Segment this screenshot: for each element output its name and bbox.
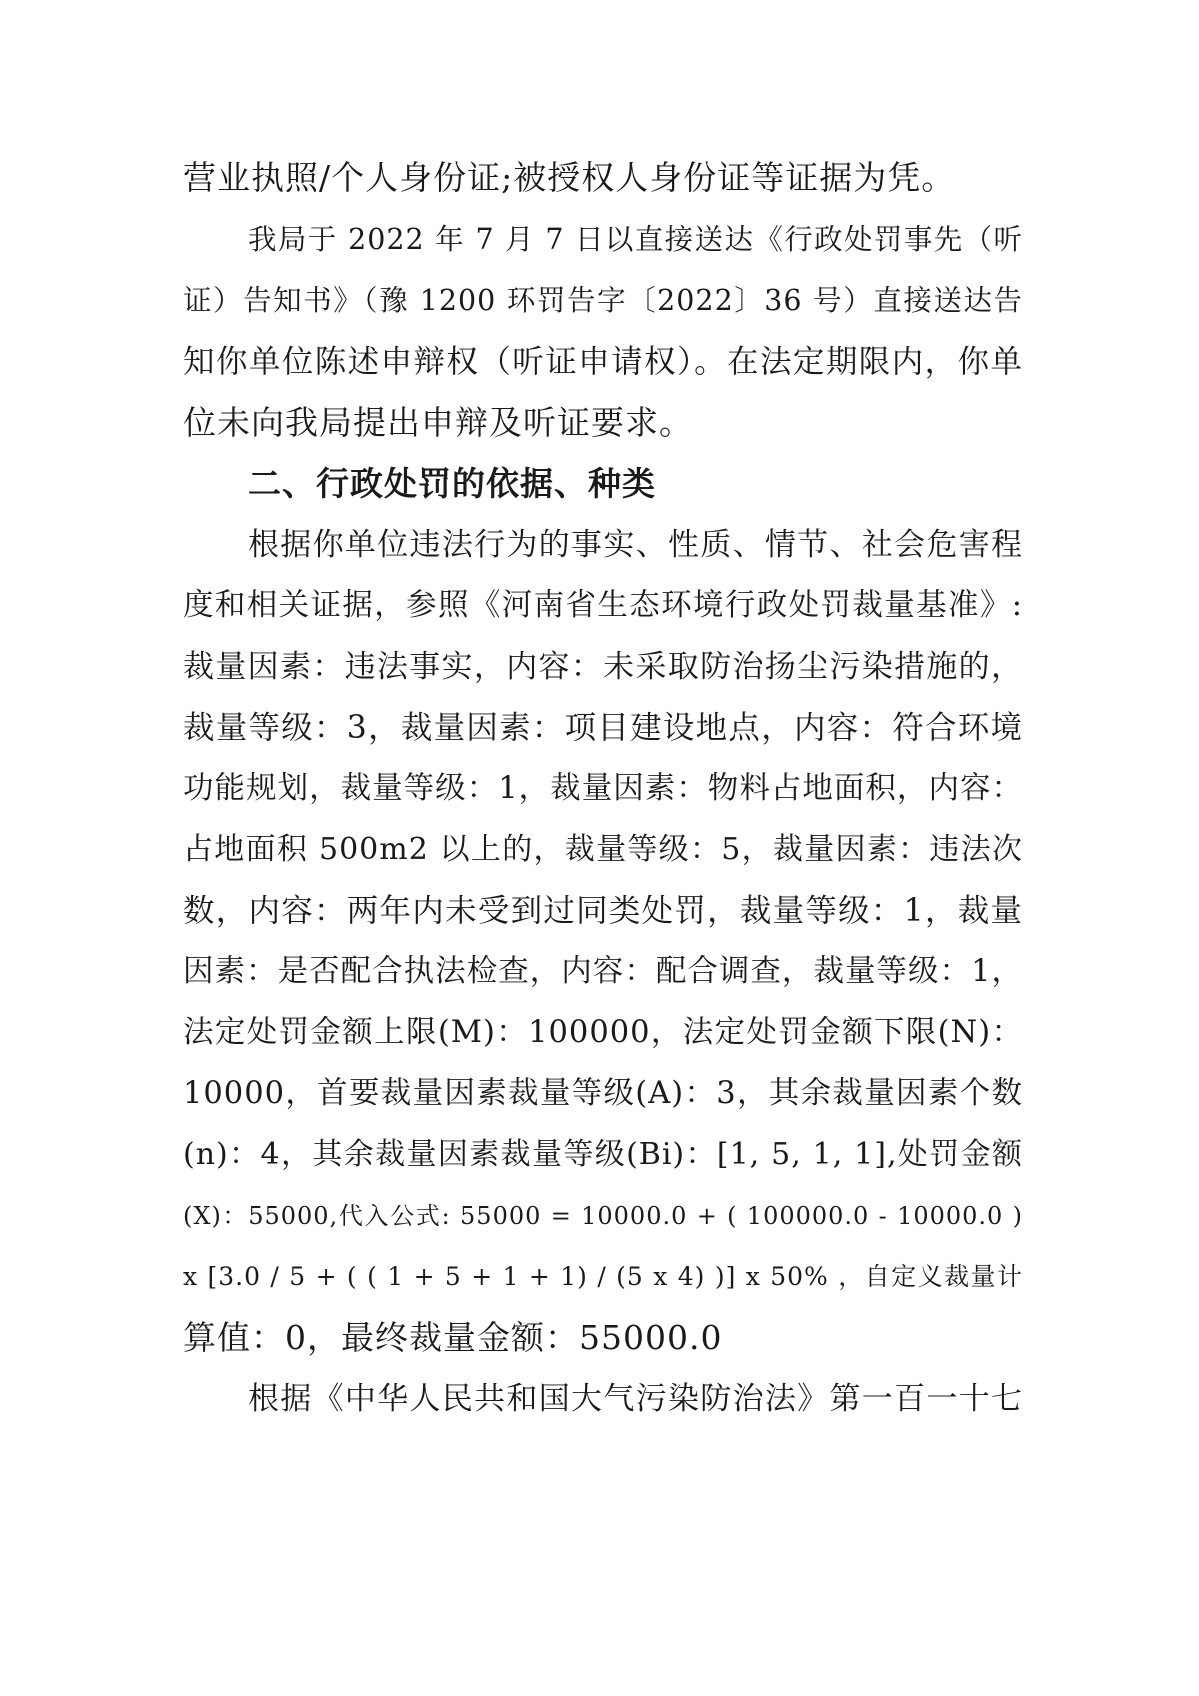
text-line: 数，内容：两年内未受到过同类处罚，裁量等级：1，裁量	[183, 893, 1023, 929]
text-line: (n)：4，其余裁量因素裁量等级(Bi)：[1, 5, 1, 1],处罚金额	[183, 1137, 1023, 1172]
text-line: 根据你单位违法行为的事实、性质、情节、社会危害程	[248, 527, 1023, 563]
text-line: (X)：55000,代入公式: 55000 = 10000.0 + ( 100000.0 - 10000.0 )	[183, 1202, 1023, 1230]
text-line: 法定处罚金额上限(M)：100000，法定处罚金额下限(N)：	[183, 1015, 1023, 1050]
text-line: 我局于 2022 年 7 月 7 日以直接送达《行政处罚事先（听	[248, 223, 1023, 256]
text-line: 营业执照/个人身份证;被授权人身份证等证据为凭。	[183, 158, 956, 197]
text-line: 10000，首要裁量因素裁量等级(A)：3，其余裁量因素个数	[183, 1076, 1023, 1111]
text-line: 证）告知书》（豫 1200 环罚告字〔2022〕36 号）直接送达告	[183, 284, 1023, 317]
text-line: 度和相关证据，参照《河南省生态环境行政处罚裁量基准》:	[183, 588, 1023, 623]
text-line: 裁量等级：3，裁量因素：项目建设地点，内容：符合环境	[183, 710, 1023, 746]
text-line: 根据《中华人民共和国大气污染防治法》第一百一十七	[248, 1381, 1023, 1417]
text-line: 算值：0，最终裁量金额：55000.0	[183, 1318, 723, 1357]
text-line: 功能规划，裁量等级：1，裁量因素：物料占地面积，内容：	[183, 771, 1023, 806]
section-heading: 二、行政处罚的依据、种类	[248, 464, 656, 503]
text-line: x [3.0 / 5 + ( ( 1 + 5 + 1 + 1) / (5 x 4) )] x 50% ，自定义裁量计	[183, 1262, 1023, 1291]
text-line: 因素：是否配合执法检查，内容：配合调查，裁量等级：1，	[183, 954, 1023, 989]
text-line: 占地面积 500m2 以上的，裁量等级：5，裁量因素：违法次	[183, 832, 1023, 867]
text-line: 位未向我局提出申辩及听证要求。	[183, 403, 693, 442]
text-line: 裁量因素：违法事实，内容：未采取防治扬尘污染措施的，	[183, 649, 1023, 685]
text-line: 知你单位陈述申辩权（听证申请权）。在法定期限内，你单	[183, 344, 1023, 380]
